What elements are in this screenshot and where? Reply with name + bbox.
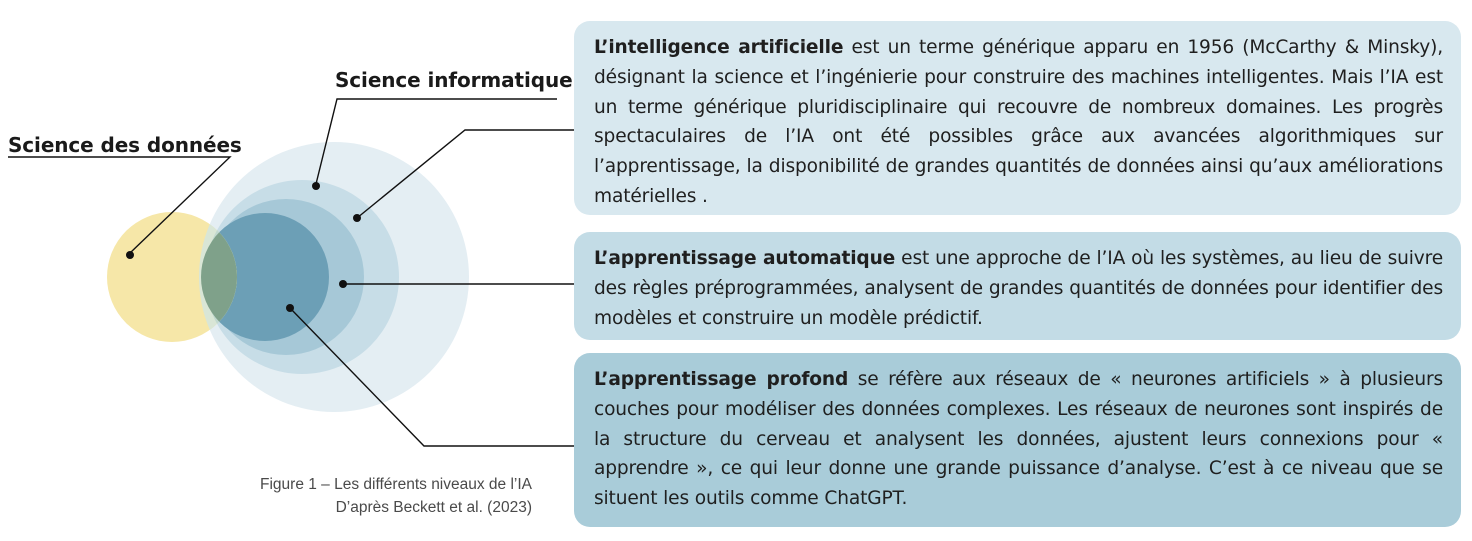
figure-caption [260, 473, 532, 519]
box-text: se réfère aux réseaux de « neurones artificiels » à plusieurs couches pour modéliser des données complexes. Les réseaux de neurones sont inspirés de la structure du cerveau et analysent les données, ajustent leurs connexions pour « apprendre », ce qui leur donne une grande puissance d’analyse. C’est à ce niveau que se situent les outils comme ChatGPT. [594, 369, 1444, 509]
box-artificial-intelligence [574, 21, 1461, 215]
label-data-science: Science des données [8, 133, 242, 157]
box-title: L’apprentissage profond [594, 369, 849, 390]
label-computer-science: Science informatique [335, 68, 573, 92]
dot-ml [339, 280, 347, 288]
box-machine-learning [574, 232, 1461, 340]
box-title: L’apprentissage automatique [594, 248, 896, 269]
box-deep-learning [574, 353, 1461, 527]
caption-line-1: Figure 1 – Les différents niveaux de l’IA [260, 476, 532, 493]
box-text: est un terme générique apparu en 1956 (McCarthy & Minsky), désignant la science et l’ingénierie pour construire des machines intelligentes. Mais l’IA est un terme générique pluridisciplinaire qui recouvre de nombreux domaines. Les progrès spectaculaires de l’IA ont été possibles grâce aux avancées algorithmiques sur l’apprentissage, la disponibilité de grandes quantités de données ainsi qu’aux améliorations matérielles . [594, 37, 1443, 207]
box-title: L’intelligence artificielle [594, 37, 844, 58]
dot-data-science [126, 251, 134, 259]
caption-line-2: D’après Beckett et al. (2023) [335, 499, 532, 516]
dot-dl [286, 304, 294, 312]
dot-computer-science [312, 182, 320, 190]
dot-ai [353, 214, 361, 222]
box-text: est une approche de l’IA où les systèmes, au lieu de suivre des règles préprogrammées, analysent de grandes quantités de données pour identifier des modèles et construire un modèle prédictif. [594, 248, 1443, 329]
